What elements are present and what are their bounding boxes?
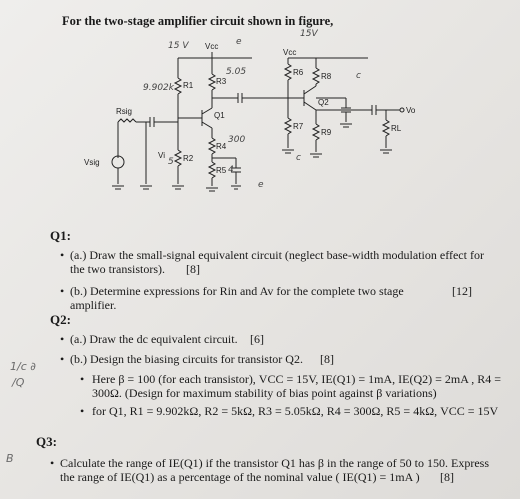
handwritten-e-low: e [258,180,264,190]
bullet-icon: • [60,284,65,298]
margin-handwriting-2: /Q [12,376,25,389]
bullet-icon: • [60,352,65,366]
label-q1: Q1 [214,111,225,120]
label-r5: R5 [216,166,227,175]
amplifier-circuit-diagram [0,22,520,212]
q1-part-a-text: (a.) Draw the small-signal equivalent circuit (neglect base-width modulation effect for [70,248,484,262]
handwritten-15v-b: 15V [300,29,318,39]
bullet-icon: • [60,332,65,346]
q1-part-a-mark: [8] [186,262,200,276]
handwritten-15v-a: 15 V [168,41,189,51]
label-q2: Q2 [318,98,329,107]
margin-handwriting-3: B [6,452,14,465]
q1-part-a-text-2: the two transistors). [70,262,165,276]
q3-line1: Calculate the range of IE(Q1) if the transistor Q1 has β in the range of 50 to 150. Express [60,456,489,470]
label-vcc-2: Vcc [283,48,297,57]
handwritten-5: 5 [168,157,174,167]
label-r4: R4 [216,142,227,151]
q3-line2: the range of IE(Q1) as a percentage of the nominal value ( IE(Q1) = 1mA ) [60,470,420,484]
question-2-label: Q2: [50,312,71,327]
handwritten-c-top: c [356,71,361,81]
handwritten-c-mid: c [296,153,301,163]
label-vo: Vo [406,106,416,115]
q2-part-a-mark: [6] [250,332,264,346]
question-3-label: Q3: [36,434,57,449]
q2-sub1-line1: Here β = 100 (for each transistor), VCC = 15V, IE(Q1) = 1mA, IE(Q2) = 2mA , R4 = [92,372,501,386]
q2-part-a-text: (a.) Draw the dc equivalent circuit. [70,332,238,346]
label-r8: R8 [321,72,332,81]
label-r2: R2 [183,154,194,163]
margin-handwriting-1: 1/c ∂ [10,360,36,373]
label-r9: R9 [321,128,332,137]
label-r6: R6 [293,68,304,77]
q2-part-b-mark: [8] [320,352,334,366]
label-rl: RL [391,124,402,133]
label-r7: R7 [293,122,304,131]
bullet-icon: • [60,248,65,262]
label-vcc-1: Vcc [205,42,219,51]
label-r3: R3 [216,77,227,86]
q2-sub1-line2: 300Ω. (Design for maximum stability of bias point against β variations) [92,386,437,400]
q2-part-b-text: (b.) Design the biasing circuits for transistor Q2. [70,352,303,366]
label-r1: R1 [183,81,194,90]
q1-part-b-text: (b.) Determine expressions for Rin and Av for the complete two stage amplifier. [70,284,404,312]
handwritten-9-902: 9.902k [143,83,174,93]
page-title: For the two-stage amplifier circuit shown in figure, [62,14,334,28]
label-vsig: Vsig [84,158,100,167]
label-vi: Vi [158,151,165,160]
q3-mark: [8] [440,470,454,484]
bullet-icon: • [50,456,55,470]
bullet-icon: • [80,372,85,386]
handwritten-4: 4 [228,165,234,175]
handwritten-e-top: e [236,37,242,47]
question-1-label: Q1: [50,228,71,243]
handwritten-300: 300 [228,135,246,145]
q2-sub2: for Q1, R1 = 9.902kΩ, R2 = 5kΩ, R3 = 5.05kΩ, R4 = 300Ω, R5 = 4kΩ, VCC = 15V [92,404,499,418]
q1-part-b-mark: [12] [452,284,472,298]
label-rsig: Rsig [116,107,133,116]
handwritten-5-05: 5.05 [226,67,247,77]
bullet-icon: • [80,404,85,418]
